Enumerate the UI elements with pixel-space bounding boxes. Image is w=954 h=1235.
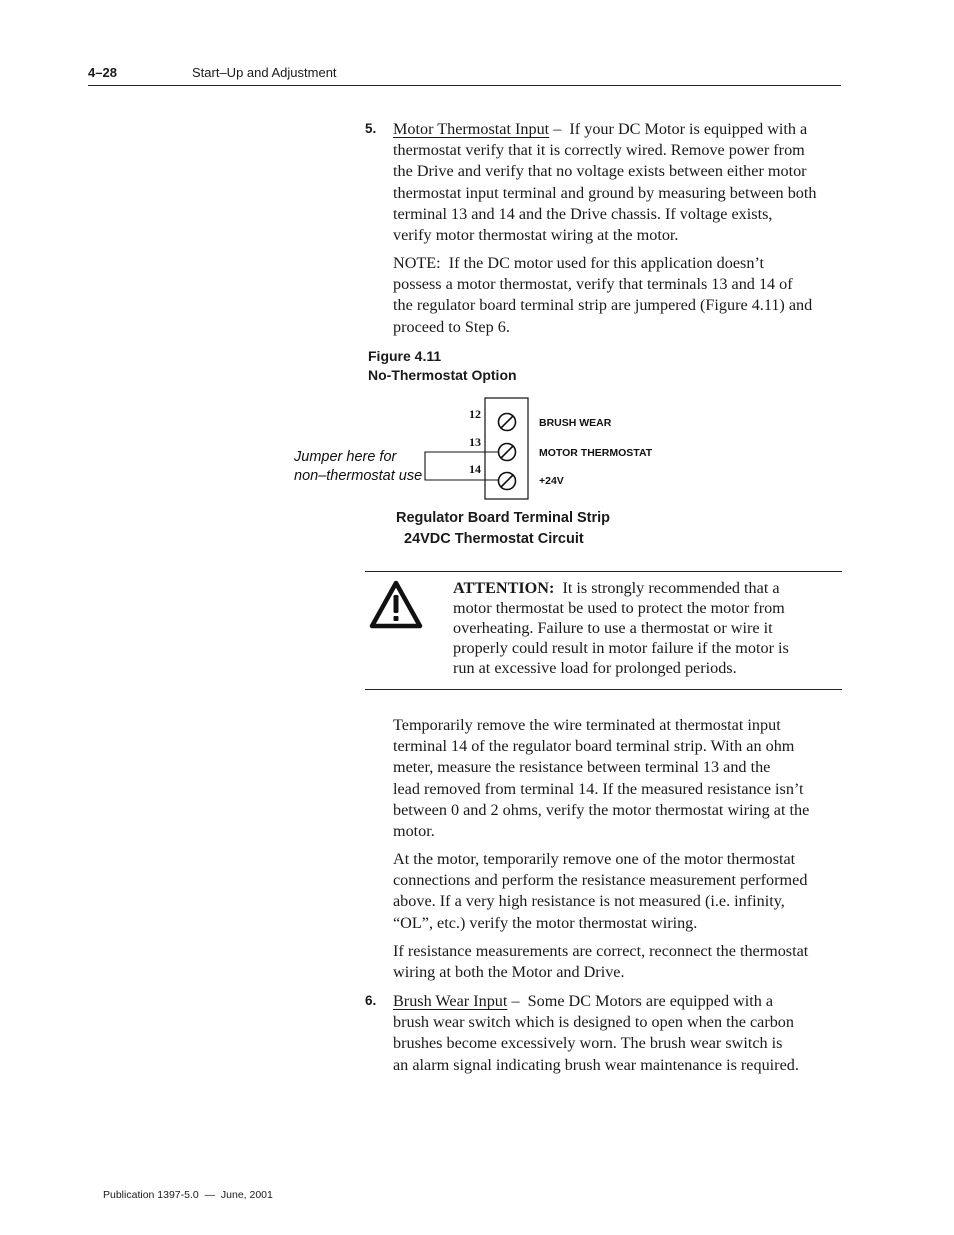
step-6-line: brushes become excessively worn. The brush wear switch is [393,1034,783,1053]
paragraph-line: terminal 14 of the regulator board terminal strip. With an ohm [393,737,795,756]
terminal-label-brush-wear: BRUSH WEAR [539,417,612,429]
jumper-label-line-1: Jumper here for [294,449,397,465]
attention-rule-top [365,571,842,572]
paragraph-line: lead removed from terminal 14. If the measured resistance isn’t [393,779,804,798]
step-5-line-1: Motor Thermostat Input – If your DC Motor is equipped with a [393,120,808,138]
terminal-strip-diagram [280,392,680,504]
note-line: NOTE: If the DC motor used for this application doesn’t [393,254,765,272]
paragraph-line: “OL”, etc.) verify the motor thermostat wiring. [393,913,698,932]
screw-terminal-12 [499,414,516,431]
terminal-number-13: 13 [469,435,481,449]
terminal-strip-caption-line-1: Regulator Board Terminal Strip [396,510,611,526]
step-6-line-1: Brush Wear Input – Some DC Motors are equipped with a [393,992,774,1010]
terminal-strip-caption-line-2: 24VDC Thermostat Circuit [404,531,584,547]
attention-line: overheating. Failure to use a thermostat or wire it [453,619,773,637]
step-5-line-2: thermostat verify that it is correctly wired. Remove power from [393,141,805,160]
note-line: proceed to Step 6. [393,317,510,336]
warning-triangle-icon [369,580,423,630]
screw-terminal-13 [499,444,516,461]
step-5-line-6: verify motor thermostat wiring at the motor. [393,226,679,245]
paragraph-line: Temporarily remove the wire terminated at thermostat input [393,716,781,734]
step-5-line-3: the Drive and verify that no voltage exists between either motor [393,162,807,181]
step-5-number: 5. [365,121,377,136]
step-6-line: brush wear switch which is designed to open when the carbon [393,1013,794,1032]
paragraph-line: motor. [393,822,435,841]
attention-text [453,578,833,678]
note-line: possess a motor thermostat, verify that terminals 13 and 14 of [393,275,793,294]
note-paragraph [393,253,845,338]
figure-title: No-Thermostat Option [368,366,517,383]
terminal-number-14: 14 [469,462,481,476]
paragraph-motor-check [393,849,845,934]
terminal-strip-caption [396,508,610,550]
step-6-title: Brush Wear Input [393,992,508,1010]
paragraph-reconnect [393,941,845,983]
figure-caption [368,347,517,384]
step-5-line-5: terminal 13 and 14 and the Drive chassis. If voltage exists, [393,204,773,223]
terminal-label-motor-thermostat: MOTOR THERMOSTAT [539,447,653,459]
paragraph-line: wiring at both the Motor and Drive. [393,963,625,982]
attention-rule-bottom [365,689,842,690]
paragraph-line: At the motor, temporarily remove one of the motor thermostat [393,850,796,868]
terminal-number-12: 12 [469,407,481,421]
attention-line: run at excessive load for prolonged periods. [453,659,737,677]
attention-label: ATTENTION: [453,579,555,597]
step-6-text [393,991,845,1076]
screw-terminal-14 [499,473,516,490]
step-6-line: an alarm signal indicating brush wear maintenance is required. [393,1055,799,1074]
terminal-label-24v: +24V [539,475,564,487]
paragraph-line: between 0 and 2 ohms, verify the motor thermostat wiring at the [393,800,810,819]
attention-line: motor thermostat be used to protect the motor from [453,599,785,617]
paragraph-line: meter, measure the resistance between terminal 13 and the [393,758,771,777]
jumper-wire [425,452,498,480]
step-5-line-4: thermostat input terminal and ground by measuring between both [393,183,817,202]
step-6-number: 6. [365,993,377,1008]
paragraph-line: connections and perform the resistance measurement performed [393,871,808,890]
section-title: Start–Up and Adjustment [192,65,337,80]
page-number: 4–28 [88,65,117,80]
paragraph-resistance-check [393,715,845,842]
jumper-label-line-2: non–thermostat use [294,468,423,484]
header-rule [88,85,841,86]
step-5-text [393,119,845,246]
note-line: the regulator board terminal strip are jumpered (Figure 4.11) and [393,296,813,315]
publication-footer: Publication 1397-5.0 — June, 2001 [103,1189,273,1201]
paragraph-line: above. If a very high resistance is not measured (i.e. infinity, [393,892,785,911]
paragraph-line: If resistance measurements are correct, reconnect the thermostat [393,942,809,960]
attention-line-1: ATTENTION: It is strongly recommended that a [453,579,780,597]
attention-line: properly could result in motor failure if the motor is [453,639,789,657]
step-5-title: Motor Thermostat Input [393,120,550,138]
figure-number: Figure 4.11 [368,348,442,364]
